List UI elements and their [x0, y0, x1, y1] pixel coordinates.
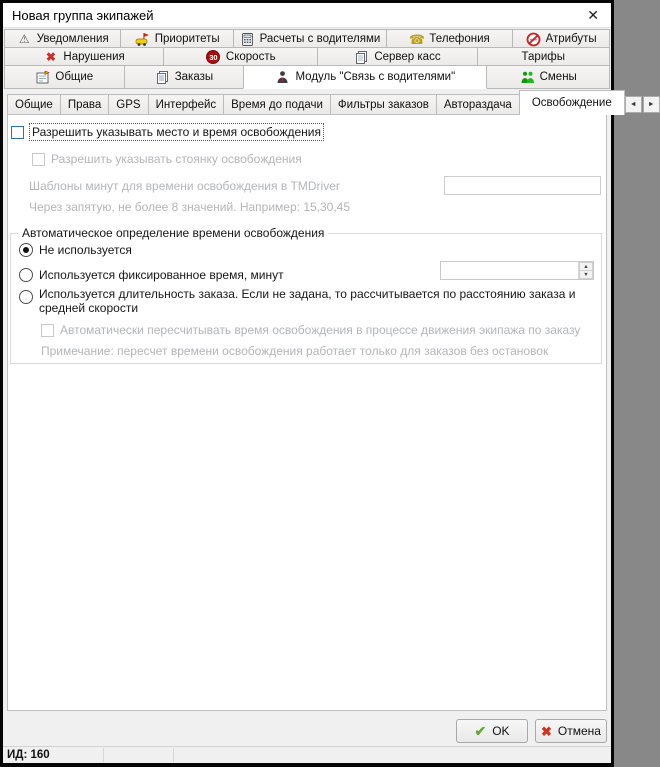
check-icon: ✔ — [474, 723, 487, 739]
spinner-up-icon[interactable]: ▲ — [579, 262, 593, 271]
allow-place-time-label[interactable]: Разрешить указывать место и время освобождения — [32, 125, 321, 139]
auto-release-groupbox — [10, 226, 602, 364]
status-separator — [103, 748, 104, 762]
auto-release-group-title: Автоматическое определение времени освобождения — [18, 226, 328, 240]
allow-parking-row — [32, 152, 302, 166]
subtab-strip — [7, 90, 655, 115]
allow-parking-checkbox[interactable] — [32, 153, 45, 166]
tab-attributes[interactable]: Атрибуты — [512, 29, 610, 49]
people-icon — [520, 70, 535, 85]
subtab-time-to-pickup[interactable]: Время до подачи — [223, 94, 331, 115]
person-icon — [275, 70, 290, 85]
no-smoking-icon — [526, 32, 541, 47]
tab-telephony[interactable]: ☎ Телефония — [386, 29, 513, 49]
radio-order-duration-label[interactable]: Используется длительность заказа. Если не задана, то рассчитывается по расстоянию заказа и средней скорости — [39, 287, 576, 315]
tab-driver-link-module[interactable]: Модуль "Связь с водителями" — [243, 65, 487, 89]
fixed-minutes-input[interactable] — [441, 262, 578, 279]
tab-priorities[interactable]: Приоритеты — [120, 29, 234, 49]
spinner-buttons — [578, 262, 593, 279]
recalc-note: Примечание: пересчет времени освобождения работает только для заказов без остановок — [41, 344, 549, 358]
allow-parking-label: Разрешить указывать стоянку освобождения — [51, 152, 302, 166]
recalc-label: Автоматически пересчитывать время освобождения в процессе движения экипажа по заказу — [60, 323, 581, 337]
tab-notifications[interactable]: ⚠ Уведомления — [4, 29, 121, 49]
subtab-scroll — [625, 96, 660, 113]
documents-icon — [354, 50, 369, 65]
crew-group-dialog — [3, 3, 655, 763]
cancel-button[interactable]: ✖ Отмена — [535, 719, 607, 743]
form-icon — [35, 70, 50, 85]
button-bar — [3, 711, 611, 746]
red-cross-icon: ✖ — [45, 50, 56, 64]
scroll-right-icon[interactable]: ► — [643, 96, 660, 113]
subtab-autodispatch[interactable]: Автораздача — [436, 94, 520, 115]
speed-limit-30-icon: 30 — [206, 50, 221, 65]
ok-button[interactable]: ✔ OK — [456, 719, 528, 743]
phone-icon: ☎ — [408, 31, 426, 47]
status-bar — [3, 746, 611, 763]
allow-place-time-row — [11, 124, 323, 140]
minute-templates-input[interactable] — [444, 176, 601, 195]
subtab-general[interactable]: Общие — [7, 94, 61, 115]
spinner-down-icon[interactable]: ▼ — [579, 270, 593, 279]
subtab-release[interactable]: Освобождение — [519, 90, 625, 115]
tab-orders[interactable]: Заказы — [124, 65, 245, 89]
subtab-order-filters[interactable]: Фильтры заказов — [330, 94, 437, 115]
allow-place-time-checkbox[interactable] — [11, 126, 24, 139]
tab-shifts[interactable]: Смены — [486, 65, 610, 89]
radio-order-duration-row — [19, 287, 584, 315]
subtab-gps[interactable]: GPS — [108, 94, 148, 115]
recalc-row — [41, 323, 580, 337]
tab-row-3 — [4, 66, 610, 89]
tab-row-1 — [4, 29, 610, 49]
recalc-checkbox[interactable] — [41, 324, 54, 337]
tab-cash-server[interactable]: Сервер касс — [317, 47, 477, 67]
radio-not-used-label[interactable]: Не используется — [39, 243, 132, 257]
status-separator — [173, 748, 174, 762]
subtab-interface[interactable]: Интерфейс — [148, 94, 225, 115]
cross-icon: ✖ — [541, 723, 552, 739]
subtab-rights[interactable]: Права — [60, 94, 109, 115]
radio-fixed-time-row — [19, 268, 284, 282]
tab-tariffs[interactable]: Тарифы — [477, 47, 610, 67]
calculator-icon — [240, 32, 255, 47]
titlebar — [3, 3, 611, 28]
tab-speed[interactable]: 30 Скорость — [163, 47, 318, 67]
radio-not-used-row — [19, 243, 132, 257]
radio-not-used[interactable] — [19, 243, 33, 257]
close-icon[interactable]: ✕ — [587, 7, 599, 23]
tab-driver-settlements[interactable]: Расчеты с водителями — [233, 29, 387, 49]
tab-general[interactable]: Общие — [4, 65, 125, 89]
copy-icon — [155, 70, 170, 85]
radio-order-duration[interactable] — [19, 290, 33, 304]
radio-fixed-time-label[interactable]: Используется фиксированное время, минут — [39, 268, 284, 282]
warning-icon: ⚠ — [18, 32, 30, 46]
dialog-title: Новая группа экипажей — [12, 7, 154, 23]
car-flag-icon — [135, 32, 150, 47]
tab-violations[interactable]: ✖ Нарушения — [4, 47, 164, 67]
scroll-left-icon[interactable]: ◄ — [625, 96, 642, 113]
record-id-text: ИД: 160 — [7, 749, 50, 761]
radio-fixed-time[interactable] — [19, 268, 33, 282]
minute-templates-hint: Через запятую, не более 8 значений. Например: 15,30,45 — [29, 200, 351, 214]
fixed-minutes-spinner — [440, 261, 594, 280]
release-tab-page — [7, 114, 607, 711]
minute-templates-label: Шаблоны минут для времени освобождения в TMDriver — [29, 179, 340, 193]
